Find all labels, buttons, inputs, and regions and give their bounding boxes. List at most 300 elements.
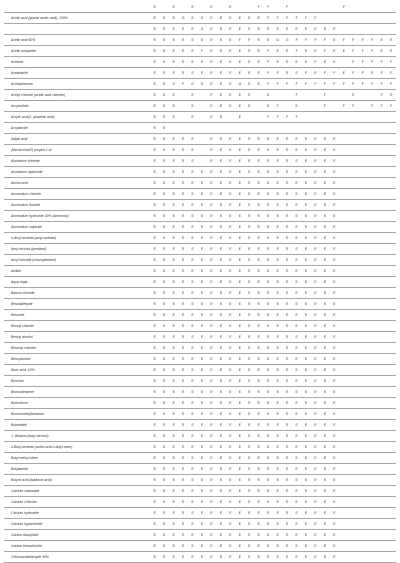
table-row <box>4 343 396 354</box>
rating-cell: E <box>216 211 225 222</box>
rating-cell <box>197 112 206 123</box>
rating-cell: E <box>245 189 254 200</box>
rating-cell: E <box>301 376 310 387</box>
rating-cell: F <box>377 57 386 68</box>
rating-cell: E <box>254 266 263 277</box>
rating-cell: E <box>264 299 273 310</box>
rating-cell <box>368 508 377 519</box>
rating-cell <box>386 376 396 387</box>
rating-cell <box>330 123 339 134</box>
rating-cell: E <box>311 519 320 530</box>
rating-cell: E <box>226 255 235 266</box>
table-row <box>4 409 396 420</box>
rating-cell: E <box>254 13 263 24</box>
rating-cell: E <box>226 167 235 178</box>
rating-cell: E <box>301 497 310 508</box>
rating-cell: E <box>226 178 235 189</box>
rating-cell: E <box>216 299 225 310</box>
rating-cell <box>349 13 358 24</box>
rating-cell: E <box>311 541 320 552</box>
rating-cell: E <box>235 266 244 277</box>
rating-cell: E <box>197 475 206 486</box>
rating-cell: E <box>169 2 178 13</box>
rating-cell: E <box>282 398 291 409</box>
rating-cell: E <box>160 519 169 530</box>
rating-cell <box>386 343 396 354</box>
rating-cell <box>377 123 386 134</box>
rating-cell: E <box>226 277 235 288</box>
rating-cell: F <box>264 2 273 13</box>
chemical-name: Acetophenone <box>4 79 150 90</box>
rating-cell: E <box>169 167 178 178</box>
chemical-name: Acetic anhydride <box>4 46 150 57</box>
rating-cell <box>368 134 377 145</box>
rating-cell <box>386 222 396 233</box>
rating-cell: E <box>292 453 301 464</box>
rating-cell: E <box>292 189 301 200</box>
rating-cell: E <box>226 519 235 530</box>
rating-cell: E <box>226 57 235 68</box>
rating-cell <box>339 519 348 530</box>
table-row <box>4 233 396 244</box>
rating-cell: E <box>282 321 291 332</box>
rating-cell: E <box>320 376 329 387</box>
rating-cell: E <box>273 332 282 343</box>
rating-cell: E <box>188 409 197 420</box>
rating-cell: E <box>197 343 206 354</box>
rating-cell <box>349 189 358 200</box>
rating-cell: E <box>207 420 216 431</box>
rating-cell: E <box>320 464 329 475</box>
rating-cell: E <box>207 475 216 486</box>
rating-cell: F <box>301 79 310 90</box>
rating-cell: E <box>245 255 254 266</box>
rating-cell: E <box>188 299 197 310</box>
rating-cell: E <box>197 321 206 332</box>
rating-cell: E <box>311 310 320 321</box>
rating-cell: E <box>282 453 291 464</box>
rating-cell: E <box>169 497 178 508</box>
table-row <box>4 112 396 123</box>
rating-cell: E <box>245 68 254 79</box>
rating-cell: E <box>150 475 159 486</box>
rating-cell: E <box>264 255 273 266</box>
rating-cell: E <box>197 508 206 519</box>
rating-cell <box>197 101 206 112</box>
chemical-name: Butyl methyl ether <box>4 453 150 464</box>
rating-cell: E <box>273 211 282 222</box>
rating-cell: E <box>188 112 197 123</box>
rating-cell: E <box>311 200 320 211</box>
rating-cell: E <box>150 431 159 442</box>
rating-cell: E <box>226 266 235 277</box>
rating-cell: E <box>178 35 187 46</box>
rating-cell: E <box>320 431 329 442</box>
rating-cell: E <box>235 453 244 464</box>
rating-cell: E <box>178 211 187 222</box>
rating-cell: E <box>368 68 377 79</box>
rating-cell: E <box>178 508 187 519</box>
rating-cell: E <box>330 464 339 475</box>
rating-cell: E <box>264 211 273 222</box>
rating-cell: F <box>320 79 329 90</box>
rating-cell: E <box>188 398 197 409</box>
rating-cell: E <box>197 497 206 508</box>
rating-cell: E <box>197 420 206 431</box>
rating-cell: E <box>311 475 320 486</box>
rating-cell: E <box>245 178 254 189</box>
rating-cell: E <box>235 244 244 255</box>
rating-cell: E <box>207 541 216 552</box>
rating-cell: E <box>245 431 254 442</box>
rating-cell <box>349 431 358 442</box>
rating-cell: E <box>254 431 263 442</box>
rating-cell: E <box>226 156 235 167</box>
rating-cell: E <box>207 552 216 563</box>
rating-cell: E <box>311 321 320 332</box>
rating-cell: E <box>282 299 291 310</box>
rating-cell: E <box>207 145 216 156</box>
rating-cell: F <box>339 35 348 46</box>
rating-cell: E <box>245 46 254 57</box>
rating-cell: E <box>169 343 178 354</box>
rating-cell: E <box>169 68 178 79</box>
rating-cell: E <box>330 508 339 519</box>
rating-cell: E <box>226 453 235 464</box>
rating-cell: E <box>273 134 282 145</box>
rating-cell <box>368 387 377 398</box>
rating-cell: E <box>301 387 310 398</box>
rating-cell: E <box>160 299 169 310</box>
rating-cell: E <box>160 101 169 112</box>
rating-cell: E <box>188 332 197 343</box>
rating-cell: E <box>150 288 159 299</box>
rating-cell: F <box>358 46 367 57</box>
rating-cell: E <box>188 497 197 508</box>
rating-cell <box>386 497 396 508</box>
rating-cell: E <box>311 299 320 310</box>
rating-cell: E <box>216 46 225 57</box>
rating-cell: E <box>311 244 320 255</box>
rating-cell <box>368 541 377 552</box>
rating-cell <box>358 255 367 266</box>
rating-cell <box>235 123 244 134</box>
rating-cell: E <box>226 475 235 486</box>
rating-cell <box>339 112 348 123</box>
rating-cell: E <box>292 222 301 233</box>
chemical-name: Amino acid <box>4 178 150 189</box>
rating-cell: E <box>226 409 235 420</box>
rating-cell: E <box>216 519 225 530</box>
rating-cell: E <box>160 24 169 35</box>
rating-cell: E <box>301 332 310 343</box>
rating-cell <box>188 123 197 134</box>
rating-cell: E <box>245 13 254 24</box>
rating-cell: E <box>330 46 339 57</box>
rating-cell: E <box>178 530 187 541</box>
rating-cell: E <box>292 343 301 354</box>
rating-cell: E <box>226 332 235 343</box>
rating-cell: E <box>150 244 159 255</box>
rating-cell: E <box>150 387 159 398</box>
rating-cell: E <box>188 541 197 552</box>
rating-cell: E <box>207 79 216 90</box>
rating-cell: E <box>207 288 216 299</box>
rating-cell: E <box>377 35 386 46</box>
rating-cell: E <box>160 310 169 321</box>
rating-cell: E <box>254 156 263 167</box>
rating-cell: E <box>207 365 216 376</box>
rating-cell: E <box>320 530 329 541</box>
table-row <box>4 13 396 24</box>
rating-cell: E <box>264 244 273 255</box>
rating-cell: F <box>311 13 320 24</box>
rating-cell <box>377 387 386 398</box>
rating-cell: E <box>226 376 235 387</box>
rating-cell: E <box>216 365 225 376</box>
rating-cell: E <box>320 145 329 156</box>
rating-cell: E <box>207 508 216 519</box>
rating-cell: E <box>235 343 244 354</box>
rating-cell <box>368 354 377 365</box>
rating-cell: E <box>160 321 169 332</box>
rating-cell: F <box>368 57 377 68</box>
rating-cell <box>368 255 377 266</box>
rating-cell: E <box>150 145 159 156</box>
rating-cell <box>358 497 367 508</box>
table-row <box>4 376 396 387</box>
rating-cell: E <box>282 211 291 222</box>
rating-cell: E <box>377 46 386 57</box>
rating-cell: E <box>292 178 301 189</box>
rating-cell: E <box>273 530 282 541</box>
rating-cell: E <box>320 200 329 211</box>
rating-cell: E <box>207 519 216 530</box>
rating-cell <box>377 222 386 233</box>
rating-cell: E <box>330 233 339 244</box>
rating-cell: E <box>301 365 310 376</box>
rating-cell: E <box>330 244 339 255</box>
rating-cell <box>339 90 348 101</box>
rating-cell: E <box>301 233 310 244</box>
chemical-name: n-Amyl acetate (amyl acetate) <box>4 233 150 244</box>
rating-cell: E <box>216 453 225 464</box>
rating-cell <box>339 233 348 244</box>
rating-cell <box>339 354 348 365</box>
rating-cell: E <box>207 398 216 409</box>
rating-cell: E <box>178 464 187 475</box>
rating-cell <box>368 519 377 530</box>
rating-cell: E <box>188 464 197 475</box>
rating-cell: E <box>245 332 254 343</box>
rating-cell: E <box>150 255 159 266</box>
rating-cell: E <box>282 189 291 200</box>
rating-cell: E <box>292 464 301 475</box>
rating-cell <box>386 255 396 266</box>
rating-cell: E <box>235 13 244 24</box>
rating-cell: E <box>169 112 178 123</box>
rating-cell: E <box>160 46 169 57</box>
rating-cell: E <box>301 398 310 409</box>
rating-cell <box>349 233 358 244</box>
rating-cell: E <box>178 255 187 266</box>
rating-cell: E <box>178 68 187 79</box>
rating-cell: E <box>178 354 187 365</box>
rating-cell: E <box>226 420 235 431</box>
rating-cell: F <box>273 112 282 123</box>
rating-cell <box>377 244 386 255</box>
rating-cell: E <box>301 431 310 442</box>
table-row <box>4 464 396 475</box>
rating-cell: E <box>150 376 159 387</box>
rating-cell: E <box>245 552 254 563</box>
rating-cell <box>377 343 386 354</box>
rating-cell: E <box>254 288 263 299</box>
rating-cell: F <box>377 79 386 90</box>
rating-cell: E <box>311 277 320 288</box>
rating-cell <box>311 90 320 101</box>
rating-cell: E <box>216 244 225 255</box>
rating-cell <box>349 211 358 222</box>
rating-cell: E <box>178 486 187 497</box>
rating-cell: E <box>150 13 159 24</box>
rating-cell: E <box>150 321 159 332</box>
table-row <box>4 530 396 541</box>
rating-cell: E <box>197 57 206 68</box>
rating-cell <box>377 541 386 552</box>
rating-cell: E <box>169 519 178 530</box>
rating-cell <box>339 134 348 145</box>
rating-cell: E <box>311 233 320 244</box>
rating-cell <box>349 112 358 123</box>
rating-cell: E <box>188 101 197 112</box>
rating-cell: E <box>245 409 254 420</box>
table-row <box>4 35 396 46</box>
rating-cell <box>339 222 348 233</box>
rating-cell: E <box>245 376 254 387</box>
rating-cell: E <box>254 332 263 343</box>
rating-cell <box>320 13 329 24</box>
rating-cell: E <box>264 541 273 552</box>
rating-cell <box>273 123 282 134</box>
rating-cell: E <box>216 266 225 277</box>
rating-cell: E <box>292 244 301 255</box>
rating-cell <box>349 387 358 398</box>
rating-cell: E <box>264 365 273 376</box>
rating-cell: E <box>235 541 244 552</box>
rating-cell <box>301 2 310 13</box>
rating-cell: E <box>292 431 301 442</box>
rating-cell: E <box>235 475 244 486</box>
rating-cell: E <box>320 354 329 365</box>
rating-cell: E <box>160 486 169 497</box>
rating-cell <box>197 145 206 156</box>
rating-cell: E <box>320 508 329 519</box>
rating-cell: E <box>207 178 216 189</box>
rating-cell <box>339 24 348 35</box>
rating-cell: F <box>349 101 358 112</box>
rating-cell: E <box>301 343 310 354</box>
rating-cell: E <box>301 255 310 266</box>
chemical-name: Benzoyl chloride <box>4 343 150 354</box>
rating-cell: E <box>188 134 197 145</box>
table-row <box>4 200 396 211</box>
rating-cell: F <box>311 57 320 68</box>
rating-cell <box>368 530 377 541</box>
rating-cell <box>349 541 358 552</box>
rating-cell <box>358 266 367 277</box>
rating-cell: E <box>160 112 169 123</box>
rating-cell: E <box>282 365 291 376</box>
rating-cell: E <box>178 497 187 508</box>
rating-cell: F <box>254 2 263 13</box>
rating-cell: G <box>282 35 291 46</box>
rating-cell <box>320 2 329 13</box>
rating-cell: E <box>282 354 291 365</box>
rating-cell <box>358 134 367 145</box>
rating-cell <box>197 134 206 145</box>
rating-cell <box>178 90 187 101</box>
rating-cell <box>386 541 396 552</box>
rating-cell <box>226 123 235 134</box>
rating-cell: E <box>188 145 197 156</box>
rating-cell: F <box>301 35 310 46</box>
rating-cell: E <box>235 46 244 57</box>
rating-cell: E <box>320 134 329 145</box>
rating-cell: E <box>178 310 187 321</box>
rating-cell: E <box>160 387 169 398</box>
rating-cell <box>358 431 367 442</box>
rating-cell: E <box>216 442 225 453</box>
rating-cell <box>349 497 358 508</box>
rating-cell: E <box>188 255 197 266</box>
rating-cell <box>368 156 377 167</box>
rating-cell: E <box>264 233 273 244</box>
rating-cell: E <box>264 178 273 189</box>
chemical-name: (Mol alcohol/2) propen-1-ol <box>4 145 150 156</box>
rating-cell: E <box>197 299 206 310</box>
rating-cell: E <box>188 508 197 519</box>
rating-cell: E <box>330 442 339 453</box>
rating-cell: E <box>160 442 169 453</box>
rating-cell: E <box>311 288 320 299</box>
rating-cell <box>339 145 348 156</box>
rating-cell: E <box>245 244 254 255</box>
rating-cell: E <box>216 409 225 420</box>
rating-cell: E <box>150 68 159 79</box>
table-row <box>4 431 396 442</box>
rating-cell: E <box>330 475 339 486</box>
rating-cell: E <box>320 299 329 310</box>
rating-cell: E <box>216 35 225 46</box>
rating-cell: E <box>292 508 301 519</box>
rating-cell: F <box>320 90 329 101</box>
rating-cell: E <box>245 464 254 475</box>
rating-cell: E <box>254 321 263 332</box>
rating-cell: E <box>226 244 235 255</box>
rating-cell <box>349 354 358 365</box>
rating-cell: E <box>349 90 358 101</box>
rating-cell: E <box>264 497 273 508</box>
rating-cell: E <box>235 464 244 475</box>
rating-cell: E <box>150 46 159 57</box>
rating-cell: E <box>169 200 178 211</box>
rating-cell: E <box>207 134 216 145</box>
rating-cell: E <box>264 310 273 321</box>
rating-cell: E <box>150 398 159 409</box>
rating-cell <box>358 464 367 475</box>
rating-cell: E <box>235 277 244 288</box>
